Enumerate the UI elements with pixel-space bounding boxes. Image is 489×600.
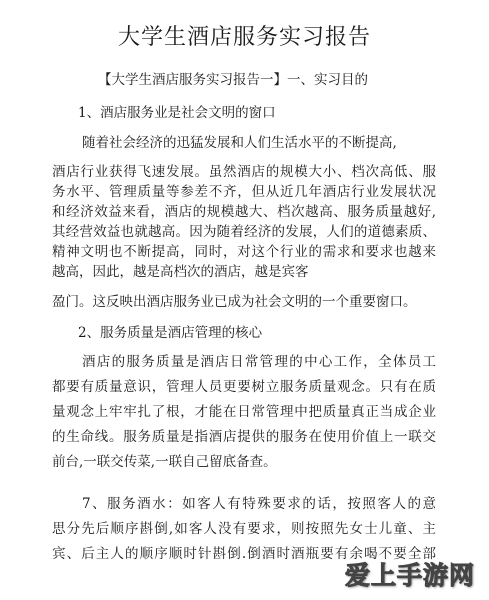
page-title: 大学生酒店服务实习报告 bbox=[117, 25, 371, 50]
report-subtitle: 【大学生酒店服务实习报告一】一、实习目的 bbox=[98, 72, 368, 88]
section2-line: 都要有质量意识，管理人员更要树立服务质量观念。只有在质 bbox=[52, 379, 436, 395]
section1-line: 务水平、管理质量等参差不齐，但从近几年酒店行业发展状况 bbox=[52, 184, 436, 200]
section2-line: 前台,一联交传菜,一联自己留底备查。 bbox=[52, 454, 277, 470]
section1-intro: 随着社会经济的迅猛发展和人们生活水平的不断提高, bbox=[82, 135, 397, 151]
section7-line: 思分先后顺序斟倒,如客人没有要求，则按照先女士儿童、主 bbox=[52, 521, 436, 537]
section2-heading: 2、服务质量是酒店管理的核心 bbox=[78, 325, 263, 341]
section2-line: 酒店的服务质量是酒店日常管理的中心工作，全体员工 bbox=[82, 354, 436, 370]
section7-line: 7、服务酒水：如客人有特殊要求的话，按照客人的意 bbox=[82, 496, 436, 512]
section1-line: 越高，因此，越是高档次的酒店，越是宾客 bbox=[52, 264, 309, 280]
section1-line: 和经济效益来看，酒店的规模越大、档次越高、服务质量越好, bbox=[52, 204, 436, 220]
section1-line: 精神文明也不断提高，同时，对这个行业的需求和要求也越来 bbox=[52, 244, 436, 260]
section1-line: 酒店行业获得飞速发展。虽然酒店的规模大小、档次高低、服 bbox=[52, 164, 436, 180]
section1-line: 其经营效益也就越高。因为随着经济的发展，人们的道德素质、 bbox=[52, 224, 436, 240]
section7-line: 宾、后主人的顺序顺时针斟倒.倒酒时酒瓶要有余喝不要全部 bbox=[52, 546, 436, 562]
section1-tail: 盈门。这反映出酒店服务业已成为社会文明的一个重要窗口。 bbox=[52, 294, 417, 310]
section1-heading: 1、酒店服务业是社会文明的窗口 bbox=[78, 105, 276, 121]
watermark-logo: 爱上手游网 bbox=[344, 561, 475, 590]
section2-line: 的生命线。服务质量是指酒店提供的服务在使用价值上一联交 bbox=[52, 429, 436, 445]
section2-line: 量观念上牢牢扎了根，才能在日常管理中把质量真正当成企业 bbox=[52, 404, 436, 420]
